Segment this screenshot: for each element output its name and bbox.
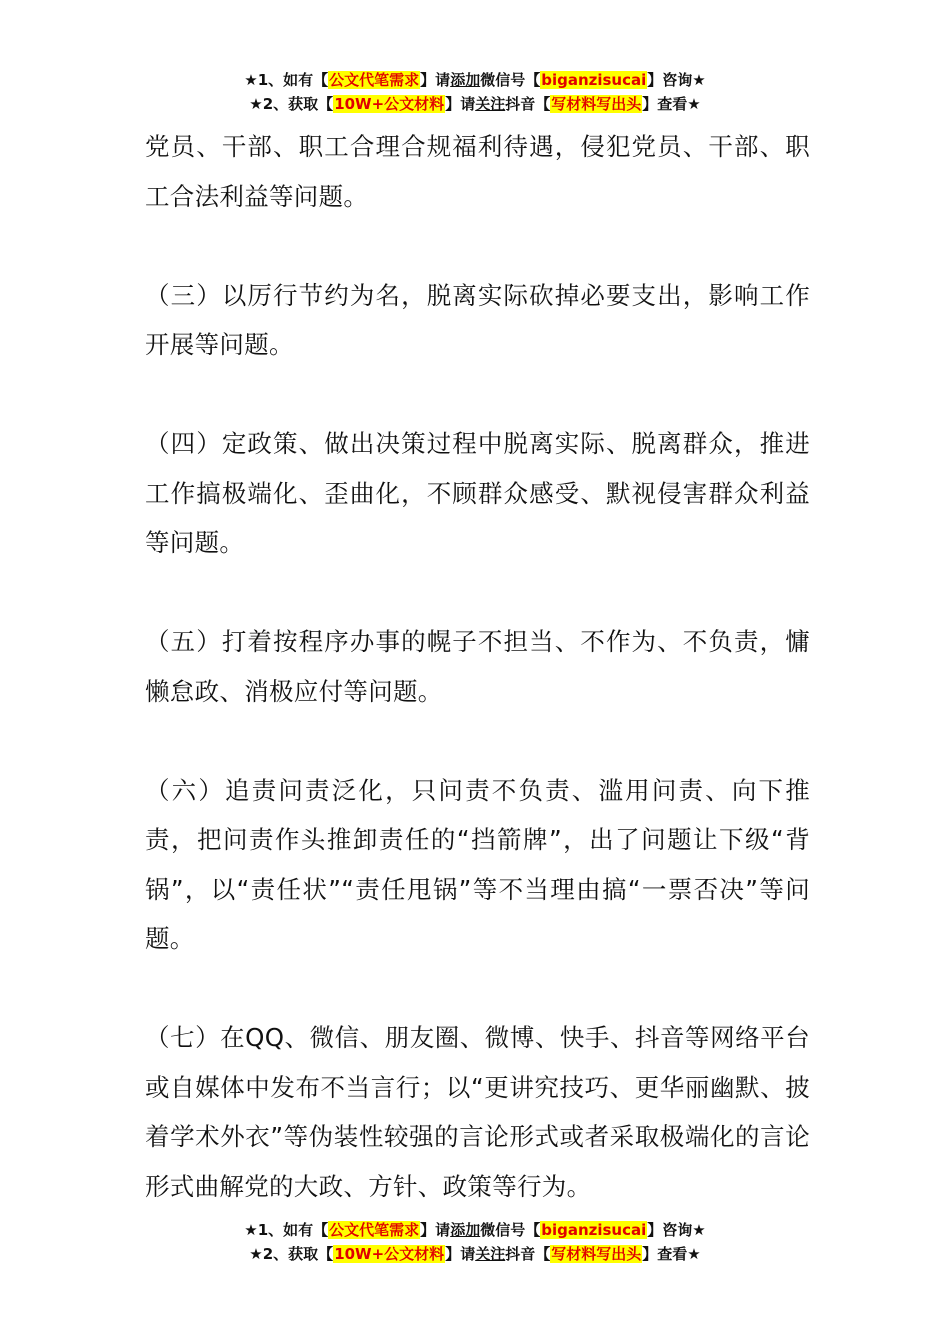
banner-text: 抖音【 — [505, 1245, 551, 1263]
banner-line-1 — [0, 68, 950, 92]
paragraph-continuation: 党员、干部、职工合理合规福利待遇，侵犯党员、干部、职工合法利益等问题。 — [145, 132, 810, 211]
highlight-service: 公文代笔需求 — [329, 71, 420, 89]
banner-text: ★2、获取【 — [249, 95, 334, 113]
footer-banner — [0, 1218, 950, 1266]
banner-text: 】查看★ — [642, 1245, 701, 1263]
document-body — [145, 122, 810, 1261]
banner-text: 微信号【 — [480, 1221, 541, 1239]
banner-text: ★1、如有【 — [244, 1221, 329, 1239]
banner-line-2 — [0, 1242, 950, 1266]
banner-text: 】咨询★ — [647, 71, 706, 89]
highlight-materials: 10W+公文材料 — [334, 95, 445, 113]
banner-text: 】请 — [445, 95, 476, 113]
underline-follow: 关注 — [475, 1245, 506, 1263]
header-banner — [0, 68, 950, 116]
banner-text: 】查看★ — [642, 95, 701, 113]
banner-line-2 — [0, 92, 950, 116]
highlight-wechat-id: biganzisucai — [541, 71, 647, 89]
banner-text: 微信号【 — [480, 71, 541, 89]
paragraph-item-3: （三）以厉行节约为名，脱离实际砍掉必要支出，影响工作开展等问题。 — [145, 280, 810, 359]
banner-text: 】请 — [420, 71, 451, 89]
underline-follow: 关注 — [475, 95, 506, 113]
paragraph-item-5: （五）打着按程序办事的幌子不担当、不作为、不负责，慵懒怠政、消极应付等问题。 — [145, 627, 810, 706]
paragraph-item-4: （四）定政策、做出决策过程中脱离实际、脱离群众，推进工作搞极端化、歪曲化，不顾群众感受、默视侵害群众利益等问题。 — [145, 429, 810, 557]
banner-text: 】请 — [420, 1221, 451, 1239]
banner-text: 抖音【 — [505, 95, 551, 113]
banner-text: 】咨询★ — [647, 1221, 706, 1239]
highlight-wechat-id: biganzisucai — [541, 1221, 647, 1239]
underline-add: 添加 — [450, 1221, 481, 1239]
banner-text: ★1、如有【 — [244, 71, 329, 89]
underline-add: 添加 — [450, 71, 481, 89]
highlight-douyin: 写材料写出头 — [551, 1245, 642, 1263]
highlight-materials: 10W+公文材料 — [334, 1245, 445, 1263]
highlight-douyin: 写材料写出头 — [551, 95, 642, 113]
banner-text: ★2、获取【 — [249, 1245, 334, 1263]
banner-text: 】请 — [445, 1245, 476, 1263]
highlight-service: 公文代笔需求 — [329, 1221, 420, 1239]
banner-line-1 — [0, 1218, 950, 1242]
paragraph-item-7: （七）在QQ、微信、朋友圈、微博、快手、抖音等网络平台或自媒体中发布不当言行；以“更讲究技巧、更华丽幽默、披着学术外衣”等伪装性较强的言论形式或者采取极端化的言论形式曲解党的大政、方针、政策等行为。 — [145, 1023, 810, 1201]
paragraph-item-6: （六）追责问责泛化，只问责不负责、滥用问责、向下推责，把问责作头推卸责任的“挡箭牌”，出了问题让下级“背锅”，以“责任状”“责任甩锅”等不当理由搞“一票否决”等问题。 — [145, 775, 810, 953]
